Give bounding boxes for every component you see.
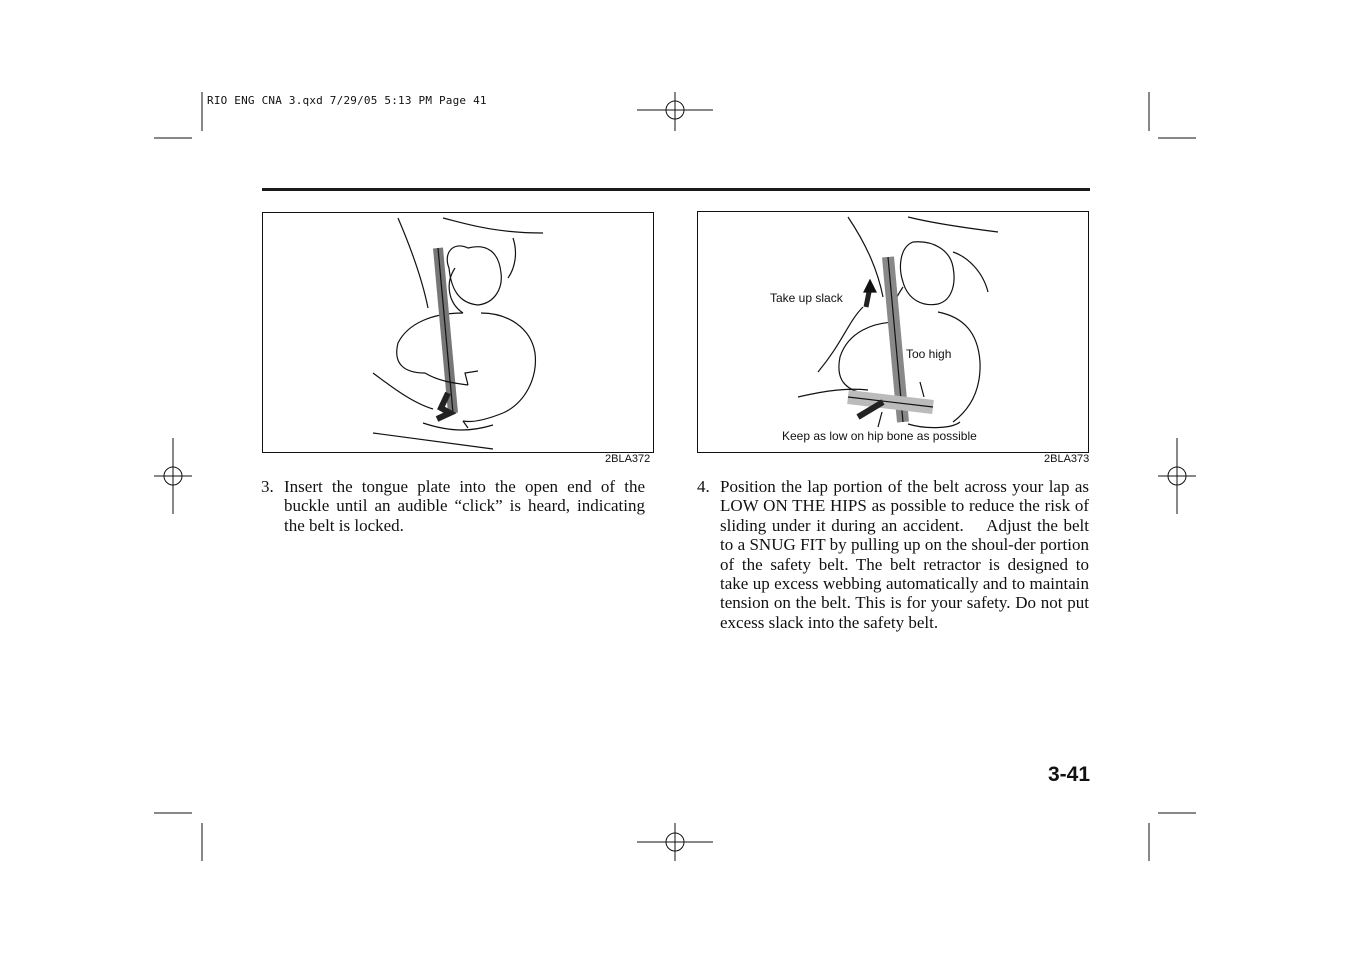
- step-number: 3.: [261, 477, 274, 496]
- figure-lap-belt-position: [697, 211, 1089, 453]
- figure-code: 2BLA373: [1044, 453, 1090, 465]
- step-text: Insert the tongue plate into the open end of the buckle until an audible “click” is heard, indicating the belt is locked.: [284, 477, 645, 535]
- seatbelt-buckle-illustration: [263, 213, 653, 452]
- callout-take-up-slack: Take up slack: [770, 291, 843, 305]
- callout-keep-low: Keep as low on hip bone as possible: [782, 429, 977, 443]
- callout-too-high: Too high: [906, 347, 952, 361]
- header-rule: [262, 188, 1090, 191]
- step-4: [697, 477, 1089, 632]
- figure-code: 2BLA372: [605, 453, 651, 465]
- step-3: [261, 477, 645, 535]
- page-number: 3-41: [1048, 763, 1091, 786]
- lap-belt-illustration: [698, 212, 1088, 452]
- figure-buckle-insert: [262, 212, 654, 453]
- step-number: 4.: [697, 477, 710, 496]
- print-slug: RIO ENG CNA 3.qxd 7/29/05 5:13 PM Page 41: [207, 94, 487, 107]
- step-text: Position the lap portion of the belt across your lap as LOW ON THE HIPS as possible to reduce the risk of sliding under it during an accident. Adjust the belt to a SNUG FIT by pulling up on the shoul-der portion of the safety belt. The belt retractor is designed to take up excess webbing automatically and to maintain tension on the belt. This is for your safety. Do not put excess slack into the safety belt.: [720, 477, 1089, 632]
